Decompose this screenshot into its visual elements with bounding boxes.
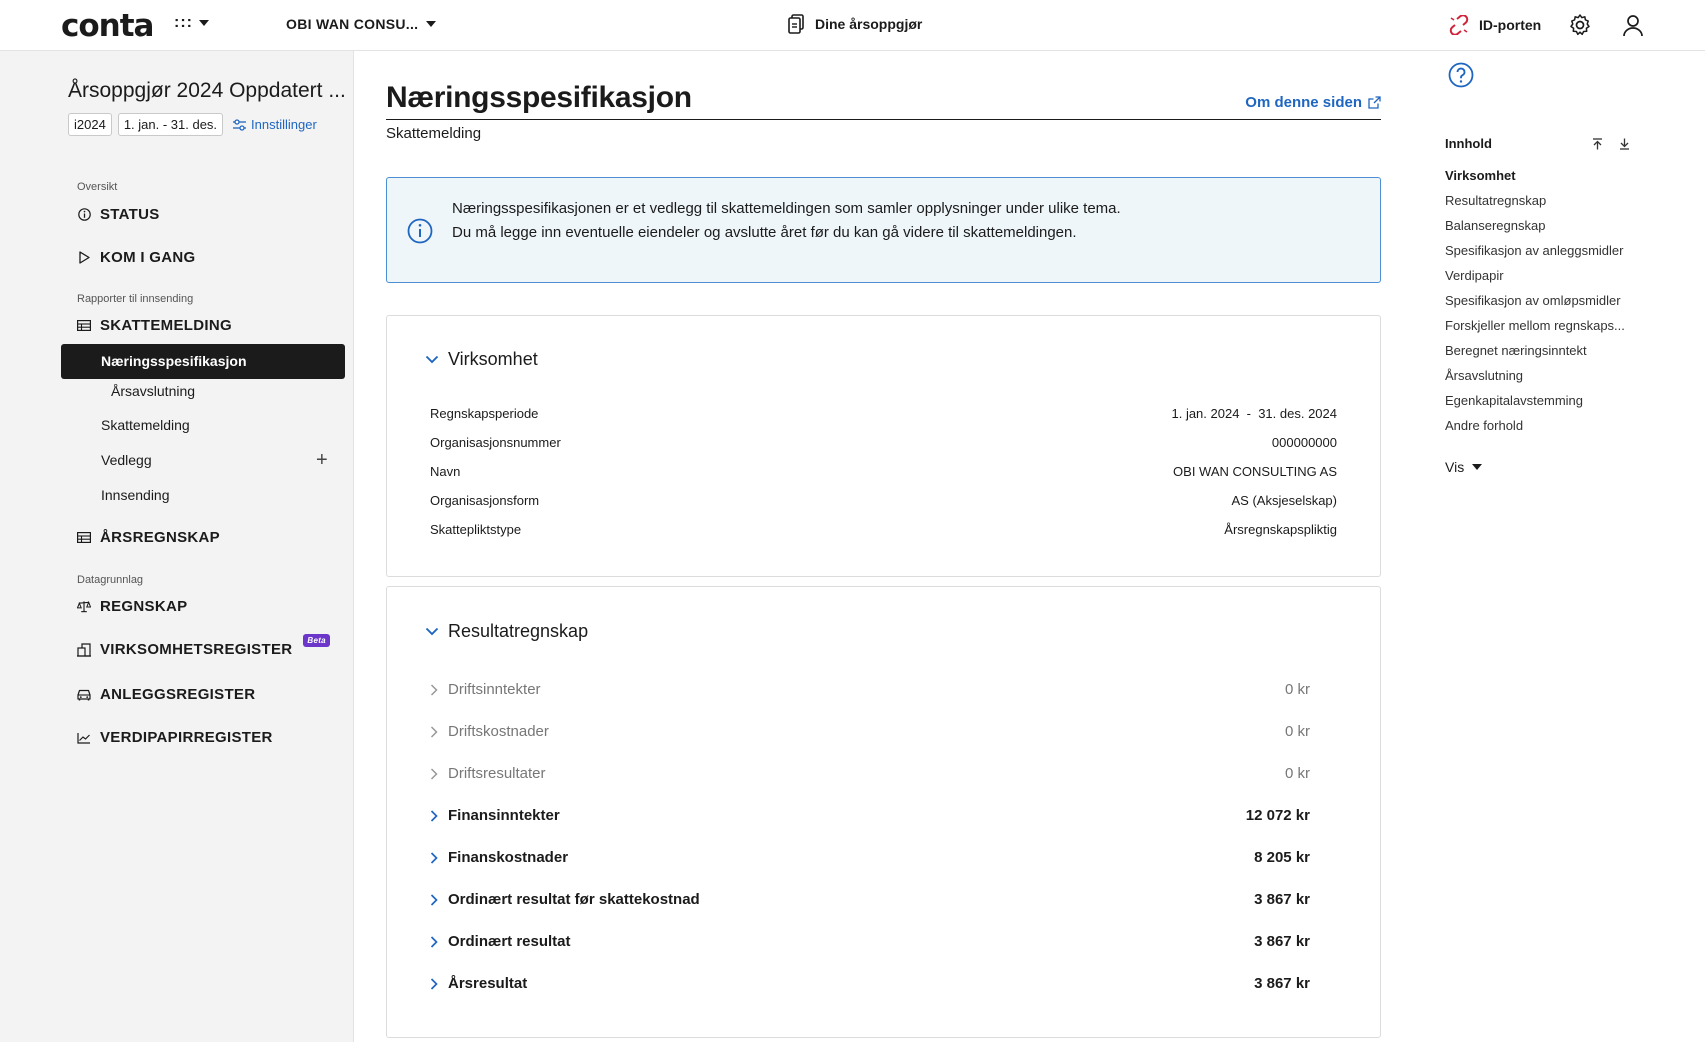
nav-start-label: KOM I GANG [100,249,196,266]
info-row-value: OBI WAN CONSULTING AS [1173,464,1337,479]
table-row[interactable] [430,807,1310,824]
nav-innsending[interactable]: Innsending [101,487,170,503]
chevron-right-icon [430,684,438,696]
resultatregnskap-card [386,586,1381,1038]
toc-item[interactable]: Resultatregnskap [1445,193,1547,208]
nav-virksomhetsregister-label: VIRKSOMHETSREGISTER [100,641,293,658]
grid-icon: ::: [174,14,193,31]
row-label: Driftsinntekter [448,681,541,698]
info-row-value: 1. jan. 2024 - 31. des. 2024 [1171,406,1337,421]
row-value: 12 072 kr [1245,807,1310,824]
period-chip: 1. jan. - 31. des. [118,113,223,136]
app-switcher[interactable] [174,14,209,32]
nav-skattemelding-sub[interactable]: Skattemelding [101,417,190,433]
section-data: Datagrunnlag [77,574,144,586]
toc-item[interactable]: Virksomhet [1445,168,1516,183]
row-label: Årsresultat [448,975,528,992]
car-icon [77,689,91,701]
toc-item[interactable]: Forskjeller mellom regnskaps... [1445,318,1625,333]
toc-item[interactable]: Egenkapitalavstemming [1445,393,1584,408]
row-value: 8 205 kr [1254,849,1310,866]
page-subtitle: Skattemelding [386,125,482,142]
nav-virksomhetsregister[interactable] [77,636,330,658]
nav-skattemelding-label: SKATTEMELDING [100,317,232,334]
nav-regnskap[interactable] [77,598,187,615]
resultatregnskap-toggle[interactable] [425,621,588,642]
chevron-down-icon [1472,464,1482,470]
chevron-right-icon [430,936,438,948]
about-page-link[interactable] [1245,94,1381,111]
virksomhet-heading: Virksomhet [448,349,538,369]
chevron-right-icon [430,852,438,864]
toc-item[interactable]: Verdipapir [1445,268,1504,283]
nav-anleggsregister-label: ANLEGGSREGISTER [100,686,256,703]
virksomhet-toggle[interactable] [425,349,538,370]
conta-logo[interactable]: conta [61,8,154,44]
row-value: 0 kr [1284,765,1310,782]
help-icon[interactable] [1448,62,1474,88]
nav-skattemelding[interactable] [77,317,232,334]
user-icon[interactable] [1621,13,1645,37]
nav-arsregnskap[interactable] [77,529,220,546]
nav-regnskap-label: REGNSKAP [100,598,188,615]
title-divider [386,119,1381,120]
row-label: Finanskostnader [448,849,569,866]
nav-arsavslutning[interactable]: Årsavslutning [111,383,196,399]
row-value: 3 867 kr [1254,933,1310,950]
table-row[interactable] [430,849,1310,866]
section-overview: Oversikt [77,181,118,193]
toc-item[interactable]: Andre forhold [1445,418,1524,433]
report-title: Årsoppgjør 2024 Oppdatert ... [68,79,346,102]
about-page-label: Om denne siden [1245,94,1362,111]
row-value: 3 867 kr [1254,891,1310,908]
year-chip: i2024 [68,113,112,136]
show-label: Vis [1445,459,1465,475]
info-row-label: Organisasjonsnummer [430,435,561,450]
info-row-label: Regnskapsperiode [430,406,539,421]
table-icon [77,532,91,543]
row-label: Ordinært resultat [448,933,571,950]
info-icon [407,218,433,244]
info-row-value: 000000000 [1271,435,1337,450]
row-label: Driftsresultater [448,765,546,782]
row-label: Driftskostnader [448,723,549,740]
info-row-label: Navn [430,464,461,479]
nav-verdipapirregister-label: VERDIPAPIRREGISTER [100,729,273,746]
nav-status-label: STATUS [100,206,160,223]
nav-anleggsregister[interactable] [77,686,255,703]
toc-item[interactable]: Årsavslutning [1445,368,1524,383]
chevron-down-icon [425,627,439,636]
company-name: OBI WAN CONSU... [286,16,419,32]
chevron-right-icon [430,810,438,822]
nav-arsregnskap-label: ÅRSREGNSKAP [100,529,220,546]
document-icon [788,14,805,34]
idporten-link[interactable] [1448,15,1541,35]
row-label: Ordinært resultat før skattekostnad [448,891,700,908]
row-label: Finansinntekter [448,807,560,824]
info-row [430,464,1337,479]
page-title: Næringsspesifikasjon [386,81,692,114]
nav-status[interactable] [77,206,160,223]
section-reports: Rapporter til innsending [77,293,194,305]
resultatregnskap-heading: Resultatregnskap [448,621,589,641]
nav-verdipapirregister[interactable] [77,729,273,746]
report-chips [68,113,317,136]
info-row [430,522,1337,537]
info-banner [386,177,1381,283]
nav-start[interactable] [77,249,196,266]
annual-reports-link[interactable] [788,14,922,34]
broken-link-icon [1448,15,1470,35]
row-value: 0 kr [1284,723,1310,740]
info-row-value: Årsregnskapspliktig [1224,522,1337,537]
info-circle-icon [78,208,91,221]
add-attachment-icon[interactable]: + [316,449,328,471]
left-sidebar [0,51,354,1042]
table-row[interactable] [430,765,1310,782]
toc-heading: Innhold [1445,136,1492,151]
table-row[interactable] [430,933,1310,950]
chevron-right-icon [430,726,438,738]
info-row [430,493,1337,508]
idporten-label: ID-porten [1479,17,1542,33]
chevron-right-icon [430,768,438,780]
table-icon [77,320,91,331]
nav-naringsspesifikasjon[interactable]: Næringsspesifikasjon [61,344,345,379]
table-row[interactable] [430,681,1310,698]
chevron-down-icon [426,21,436,27]
info-row [430,406,1337,421]
play-icon [78,251,90,264]
row-value: 3 867 kr [1254,975,1310,992]
line-chart-icon [77,732,91,744]
settings-link[interactable] [233,117,317,132]
toc-item[interactable]: Beregnet næringsinntekt [1445,343,1587,358]
show-dropdown[interactable] [1445,459,1482,475]
info-row-value: AS (Aksjeselskap) [1231,493,1337,508]
nav-vedlegg[interactable]: Vedlegg [101,452,152,468]
toc-item[interactable]: Balanseregnskap [1445,218,1546,233]
beta-badge: Beta [303,634,330,647]
toc-header [1445,136,1630,151]
toc-item[interactable]: Spesifikasjon av omløpsmidler [1445,293,1621,308]
info-row-label: Organisasjonsform [430,493,540,508]
table-row[interactable] [430,975,1310,992]
gear-icon[interactable] [1568,13,1592,37]
arrow-up-to-top-icon[interactable] [1592,138,1603,150]
row-value: 0 kr [1284,681,1310,698]
table-row[interactable] [430,723,1310,740]
top-bar [0,0,1705,51]
chevron-down-icon [425,355,439,364]
info-text: Næringsspesifikasjonen er et vedlegg til skattemeldingen som samler opplysninger under ulike tema. Du må legge inn eventuelle eiendeler og avslutte året før du kan gå videre til skattemeldingen. [452,200,1121,241]
toc-item[interactable]: Spesifikasjon av anleggsmidler [1445,243,1624,258]
table-row[interactable] [430,891,1310,908]
info-row-label: Skattepliktstype [430,522,522,537]
external-link-icon [1368,96,1381,109]
company-selector[interactable] [286,16,436,32]
info-row [430,435,1337,450]
arrow-down-to-bottom-icon[interactable] [1619,138,1630,150]
sliders-icon [233,119,246,131]
virksomhet-card [386,315,1381,577]
building-icon [77,643,91,657]
chevron-down-icon [199,20,209,26]
settings-label: Innstillinger [251,117,317,132]
scale-icon [77,600,91,613]
center-title: Dine årsoppgjør [815,16,923,32]
chevron-right-icon [430,894,438,906]
chevron-right-icon [430,978,438,990]
